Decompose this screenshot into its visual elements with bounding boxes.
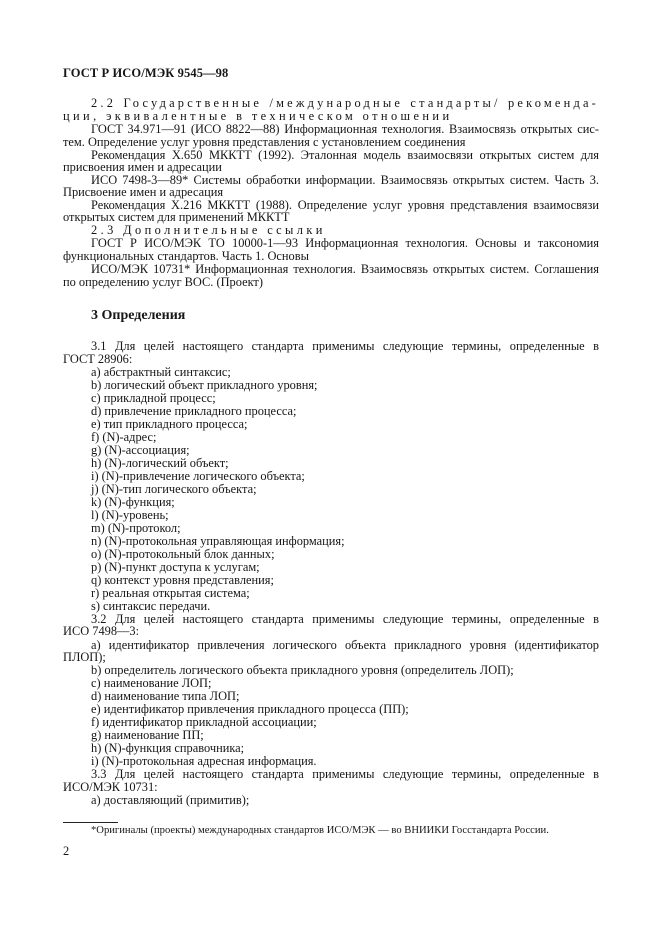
section-3-title: 3 Определения [91, 308, 186, 323]
page-number: 2 [63, 844, 70, 858]
list-item: d) привлечение прикладного процесса; [91, 404, 297, 418]
paragraph-3-3-line1: 3.3 Для целей настоящего стандарта применимы следующие термины, определенные в [91, 767, 599, 781]
list-item: c) прикладной процесс; [91, 391, 216, 405]
list-item: e) тип прикладного процесса; [91, 417, 248, 431]
section-2-3-heading: 2.3 Дополнительные ссылки [91, 223, 326, 237]
list-item: i) (N)-протокольная адресная информация. [91, 754, 317, 768]
list-item-continuation: ПЛОП); [63, 650, 106, 664]
reference-line: Рекомендация X.216 МККТТ (1988). Определение услуг уровня представления взаимосвязи [91, 198, 599, 212]
list-item: a) абстрактный синтаксис; [91, 365, 231, 379]
reference-line: присвоения имен и адресации [63, 160, 222, 174]
list-item: r) реальная открытая система; [91, 586, 250, 600]
list-item: c) наименование ЛОП; [91, 676, 212, 690]
paragraph-3-1-line2: ГОСТ 28906: [63, 352, 133, 366]
reference-line: ИСО 7498-3—89* Системы обработки информации. Взаимосвязь открытых систем. Часть 3. [91, 173, 599, 187]
section-2-2-heading-line1: 2.2 Государственные /международные стандарты/ рекоменда- [91, 96, 599, 110]
document-header: ГОСТ Р ИСО/МЭК 9545—98 [63, 66, 229, 80]
reference-line: Рекомендация X.650 МККТТ (1992). Эталонная модель взаимосвязи открытых систем для [91, 148, 599, 162]
list-item: d) наименование типа ЛОП; [91, 689, 240, 703]
list-item: m) (N)-протокол; [91, 521, 181, 535]
list-item: g) наименование ПП; [91, 728, 204, 742]
list-item: o) (N)-протокольный блок данных; [91, 547, 275, 561]
list-item: a) доставляющий (примитив); [91, 793, 250, 807]
list-item: k) (N)-функция; [91, 495, 175, 509]
list-item: p) (N)-пункт доступа к услугам; [91, 560, 260, 574]
list-item: n) (N)-протокольная управляющая информация; [91, 534, 345, 548]
list-item: f) (N)-адрес; [91, 430, 157, 444]
list-item: e) идентификатор привлечения прикладного процесса (ПП); [91, 702, 409, 716]
list-item: f) идентификатор прикладной ассоциации; [91, 715, 317, 729]
reference-line: по определению услуг ВОС. (Проект) [63, 275, 263, 289]
paragraph-3-2-line1: 3.2 Для целей настоящего стандарта применимы следующие термины, определенные в [91, 612, 599, 626]
list-item: h) (N)-логический объект; [91, 456, 229, 470]
section-2-2-heading-line2: ции, эквивалентные в техническом отношении [63, 109, 453, 123]
list-item: i) (N)-привлечение логического объекта; [91, 469, 305, 483]
paragraph-3-2-line2: ИСО 7498—3: [63, 624, 140, 638]
footnote: *Оригиналы (проекты) международных стандартов ИСО/МЭК — во ВНИИКИ Госстандарта России. [91, 825, 549, 836]
list-item: b) логический объект прикладного уровня; [91, 378, 318, 392]
reference-line: открытых систем для применений МККТТ [63, 210, 290, 224]
reference-line: ИСО/МЭК 10731* Информационная технология. Взаимосвязь открытых систем. Соглашения [91, 262, 599, 276]
paragraph-3-1-line1: 3.1 Для целей настоящего стандарта применимы следующие термины, определенные в [91, 339, 599, 353]
reference-line: Присвоение имен и адресация [63, 185, 224, 199]
reference-line: тем. Определение услуг уровня представления с установлением соединения [63, 135, 466, 149]
list-item: b) определитель логического объекта прикладного уровня (определитель ЛОП); [91, 663, 514, 677]
list-item: l) (N)-уровень; [91, 508, 169, 522]
reference-line: функциональных стандартов. Часть 1. Основы [63, 249, 309, 263]
reference-line: ГОСТ 34.971—91 (ИСО 8822—88) Информационная технология. Взаимосвязь открытых сис- [91, 122, 599, 136]
footnote-divider [63, 822, 118, 823]
reference-line: ГОСТ Р ИСО/МЭК ТО 10000-1—93 Информационная технология. Основы и таксономия [91, 236, 599, 250]
list-item: g) (N)-ассоциация; [91, 443, 190, 457]
list-item: a) идентификатор привлечения логического объекта прикладного уровня (идентификатор [91, 638, 599, 652]
list-item: h) (N)-функция справочника; [91, 741, 245, 755]
paragraph-3-3-line2: ИСО/МЭК 10731: [63, 780, 158, 794]
list-item: s) синтаксис передачи. [91, 599, 211, 613]
list-item: j) (N)-тип логического объекта; [91, 482, 257, 496]
list-item: q) контекст уровня представления; [91, 573, 274, 587]
